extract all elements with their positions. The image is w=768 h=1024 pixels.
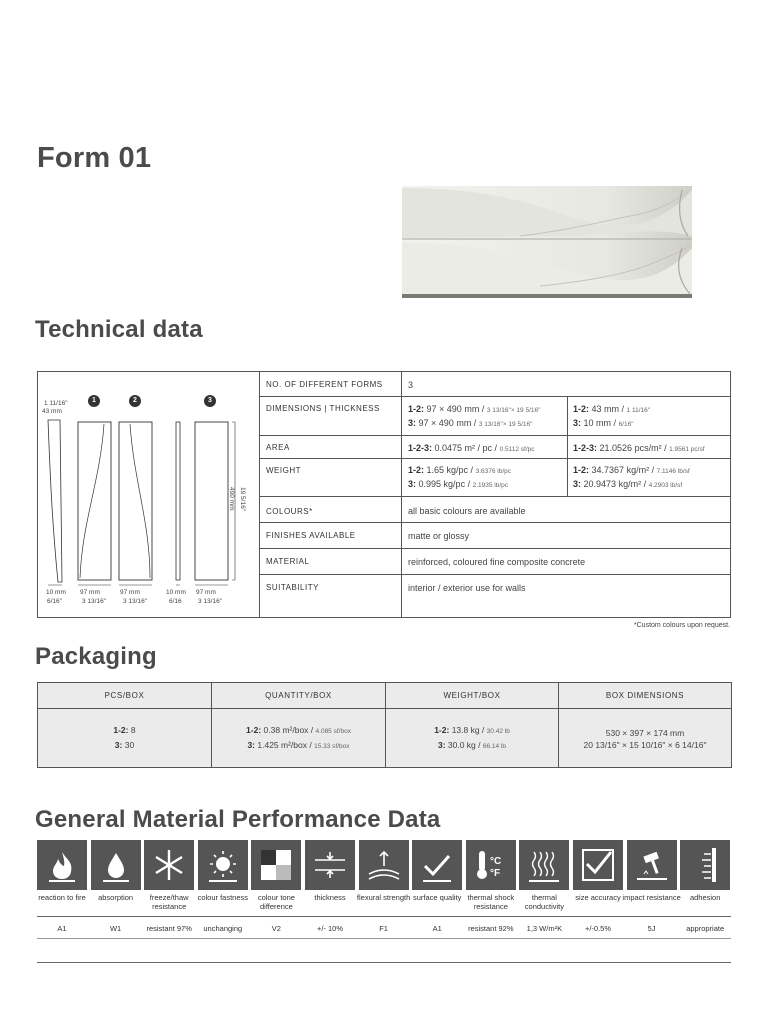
checkmark-icon — [412, 840, 462, 890]
weight-a2-val: 0.995 kg/pc / — [418, 479, 471, 489]
performance-label-9: thermal shock resistance — [467, 893, 515, 911]
value-weight-b1 — [573, 465, 690, 475]
label-finishes: FINISHES AVAILABLE — [266, 531, 356, 540]
header-quantity-box: QUANTITY/BOX — [265, 691, 332, 700]
label-colours: COLOURS* — [266, 507, 313, 516]
bottom-dim-metric-1: 10 mm — [46, 589, 66, 596]
header-box-dimensions: BOX DIMENSIONS — [605, 691, 685, 700]
packaging-heading: Packaging — [35, 643, 157, 670]
qty-r1-imp: 4.085 sf/box — [315, 728, 351, 735]
qty-r2-imp: 15.33 sf/box — [314, 743, 350, 750]
bottom-dim-imperial-3: 3 13/16" — [123, 598, 147, 605]
hammer-icon — [627, 840, 677, 890]
performance-label-2: absorption — [98, 893, 134, 902]
dim-b1-key: 1-2: — [573, 404, 590, 414]
box-dims-imperial: 20 13/16" × 15 10/16" × 6 14/16" — [583, 740, 707, 750]
label-material: MATERIAL — [266, 557, 310, 566]
performance-label-5: colour tone difference — [257, 893, 295, 911]
svg-text:°F: °F — [489, 868, 500, 879]
svg-text:°C: °C — [489, 856, 502, 867]
dim-a1-key: 1-2: — [408, 404, 425, 414]
thermometer-icon — [466, 840, 516, 890]
value-dim-b1 — [573, 404, 650, 414]
value-dim-b2 — [573, 418, 634, 428]
pack-weight-r1-key: 1-2: — [434, 725, 450, 735]
box-dims-metric: 530 × 397 × 174 mm — [605, 728, 685, 738]
label-forms: NO. OF DIFFERENT FORMS — [266, 380, 383, 389]
form-drawing — [38, 372, 260, 617]
area-b-val: 21.0526 pcs/m² / — [599, 443, 667, 453]
performance-value-4: unchanging — [203, 924, 243, 933]
value-area-b — [573, 443, 705, 453]
performance-divider-mid — [37, 938, 731, 939]
dim-a1-val: 97 × 490 mm / — [426, 404, 485, 414]
performance-value-7: F1 — [379, 924, 388, 933]
performance-value-10: 1,3 W/m²K — [526, 924, 563, 933]
pack-weight-r1-val: 13.8 kg / — [451, 725, 485, 735]
performance-label-4: colour fastness — [197, 893, 249, 902]
water-drop-icon — [91, 840, 141, 890]
weight-b2-val: 20.9473 kg/m² / — [583, 479, 647, 489]
bottom-dim-metric-3: 97 mm — [120, 589, 140, 596]
weight-a2-key: 3: — [408, 479, 417, 489]
pack-weight-r1-imp: 30.42 lb — [486, 728, 510, 735]
flexural-strength-icon — [359, 840, 409, 890]
value-dim-a2 — [408, 418, 532, 428]
bottom-dim-metric-4: 10 mm — [166, 589, 186, 596]
dim-b2-imp: 6/16" — [618, 421, 634, 428]
dim-b1-imp: 1 11/16" — [626, 407, 651, 414]
label-area: AREA — [266, 443, 290, 452]
header-weight-box: WEIGHT/BOX — [443, 691, 501, 700]
weight-b1-val: 34.7367 kg/m² / — [591, 465, 655, 475]
top-dim-metric: 43 mm — [42, 408, 62, 415]
dim-a2-val: 97 × 490 mm / — [418, 418, 477, 428]
performance-value-2: W1 — [109, 924, 122, 933]
height-dim-imperial: 19 5/16" — [239, 487, 246, 511]
tech-values-column — [402, 372, 730, 617]
general-performance-heading: General Material Performance Data — [35, 806, 441, 833]
pcs-r1-val: 8 — [130, 725, 136, 735]
pcs-r1-key: 1-2: — [113, 725, 129, 735]
dim-b1-val: 43 mm / — [591, 404, 625, 414]
value-weight-a1 — [408, 465, 511, 475]
form-profiles-drawing — [38, 372, 260, 617]
performance-value-8: A1 — [432, 924, 442, 933]
performance-value-11: +/-0.5% — [584, 924, 612, 933]
performance-label-11: size accuracy — [575, 893, 621, 902]
qty-r2-key: 3: — [247, 740, 256, 750]
weight-b1-imp: 7.1146 lb/sf — [656, 468, 690, 475]
performance-divider-bottom — [37, 962, 731, 963]
performance-value-5: V2 — [271, 924, 281, 933]
weight-b2-key: 3: — [573, 479, 582, 489]
value-suitability: interior / exterior use for walls — [408, 583, 526, 593]
performance-value-12: 5J — [647, 924, 656, 933]
colour-swatch-icon — [251, 840, 301, 890]
bottom-dim-metric-5: 97 mm — [196, 589, 216, 596]
dim-a2-imp: 3 13/16"× 19 5/16" — [478, 421, 533, 428]
product-photo — [400, 186, 696, 298]
qty-r1-key: 1-2: — [246, 725, 262, 735]
weight-a1-imp: 3.6376 lb/pc — [475, 468, 511, 475]
performance-label-6: thickness — [314, 893, 346, 902]
snowflake-icon — [144, 840, 194, 890]
qty-r2-val: 1.425 m²/box / — [257, 740, 312, 750]
label-suitability: SUITABILITY — [266, 583, 319, 592]
thickness-icon — [305, 840, 355, 890]
pcs-r2-key: 3: — [114, 740, 123, 750]
weight-b2-imp: 4.2903 lb/sf — [648, 482, 683, 489]
heat-waves-icon — [519, 840, 569, 890]
checkbox-icon — [573, 840, 623, 890]
value-colours: all basic colours are available — [408, 506, 526, 516]
value-finishes: matte or glossy — [408, 531, 470, 541]
performance-label-8: surface quality — [413, 893, 462, 902]
form-badge-1: 1 — [88, 395, 100, 407]
pack-weight-r2-key: 3: — [437, 740, 446, 750]
technical-data-table — [37, 371, 731, 618]
performance-value-9: resistant 92% — [468, 924, 514, 933]
weight-a1-val: 1.65 kg/pc / — [426, 465, 474, 475]
performance-value-1: A1 — [57, 924, 67, 933]
area-a-imp: 0.5112 sf/pc — [499, 446, 535, 453]
area-a-key: 1-2-3: — [408, 443, 433, 453]
performance-label-3: freeze/thaw resistance — [149, 893, 189, 911]
wall-adhesion-icon — [680, 840, 730, 890]
weight-a1-key: 1-2: — [408, 465, 425, 475]
top-dim-imperial: 1 11/16" — [44, 400, 68, 407]
performance-value-13: appropriate — [686, 924, 725, 933]
bottom-dim-imperial-4: 6/16 — [169, 598, 182, 605]
dim-b2-val: 10 mm / — [583, 418, 617, 428]
bottom-dim-imperial-2: 3 13/16" — [82, 598, 106, 605]
performance-label-12: impact resistance — [622, 893, 681, 902]
fire-icon — [37, 840, 87, 890]
packaging-col-dimensions — [559, 683, 731, 767]
area-b-key: 1-2-3: — [573, 443, 598, 453]
form-badge-3: 3 — [204, 395, 216, 407]
label-weight: WEIGHT — [266, 466, 301, 475]
performance-value-6: +/- 10% — [316, 924, 344, 933]
performance-divider-top — [37, 916, 731, 917]
custom-colours-footnote: *Custom colours upon request. — [633, 622, 730, 629]
tech-labels-column — [260, 372, 402, 617]
performance-label-13: adhesion — [689, 893, 721, 902]
packaging-col-weight — [386, 683, 559, 767]
bottom-dim-imperial-5: 3 13/16" — [198, 598, 222, 605]
pack-weight-r2-val: 30.0 kg / — [447, 740, 481, 750]
value-weight-a2 — [408, 479, 508, 489]
pcs-r2-val: 30 — [124, 740, 135, 750]
height-dim-metric: 490 mm — [228, 487, 235, 511]
dim-a2-key: 3: — [408, 418, 417, 428]
packaging-col-pcs — [38, 683, 212, 767]
weight-b1-key: 1-2: — [573, 465, 590, 475]
page-title: Form 01 — [37, 142, 152, 174]
performance-label-1: reaction to fire — [38, 893, 86, 902]
label-dimensions: DIMENSIONS | THICKNESS — [266, 404, 380, 413]
area-a-val: 0.0475 m² / pc / — [434, 443, 498, 453]
performance-icons-row — [37, 840, 731, 890]
packaging-table — [37, 682, 732, 768]
packaging-col-quantity — [212, 683, 386, 767]
value-dim-a1 — [408, 404, 540, 414]
performance-label-7: flexural strength — [356, 893, 411, 902]
dim-b2-key: 3: — [573, 418, 582, 428]
performance-value-3: resistant 97% — [146, 924, 192, 933]
sun-icon — [198, 840, 248, 890]
weight-a2-imp: 2.1935 lb/pc — [472, 482, 509, 489]
pack-weight-r2-imp: 66.14 lb — [482, 743, 507, 750]
value-material: reinforced, coloured fine composite concrete — [408, 557, 586, 567]
bottom-dim-metric-2: 97 mm — [80, 589, 100, 596]
value-weight-b2 — [573, 479, 682, 489]
performance-label-10: thermal conductivity — [524, 893, 564, 911]
technical-data-heading: Technical data — [35, 316, 203, 343]
area-b-imp: 1.9561 pc/sf — [669, 446, 705, 453]
bottom-dim-imperial-1: 6/16" — [47, 598, 62, 605]
form-badge-2: 2 — [129, 395, 141, 407]
value-forms: 3 — [408, 380, 414, 390]
dim-a1-imp: 3 13/16"× 19 5/16" — [486, 407, 541, 414]
value-area-a — [408, 443, 535, 453]
qty-r1-val: 0.38 m²/box / — [263, 725, 314, 735]
header-pcs-box: PCS/BOX — [104, 691, 145, 700]
